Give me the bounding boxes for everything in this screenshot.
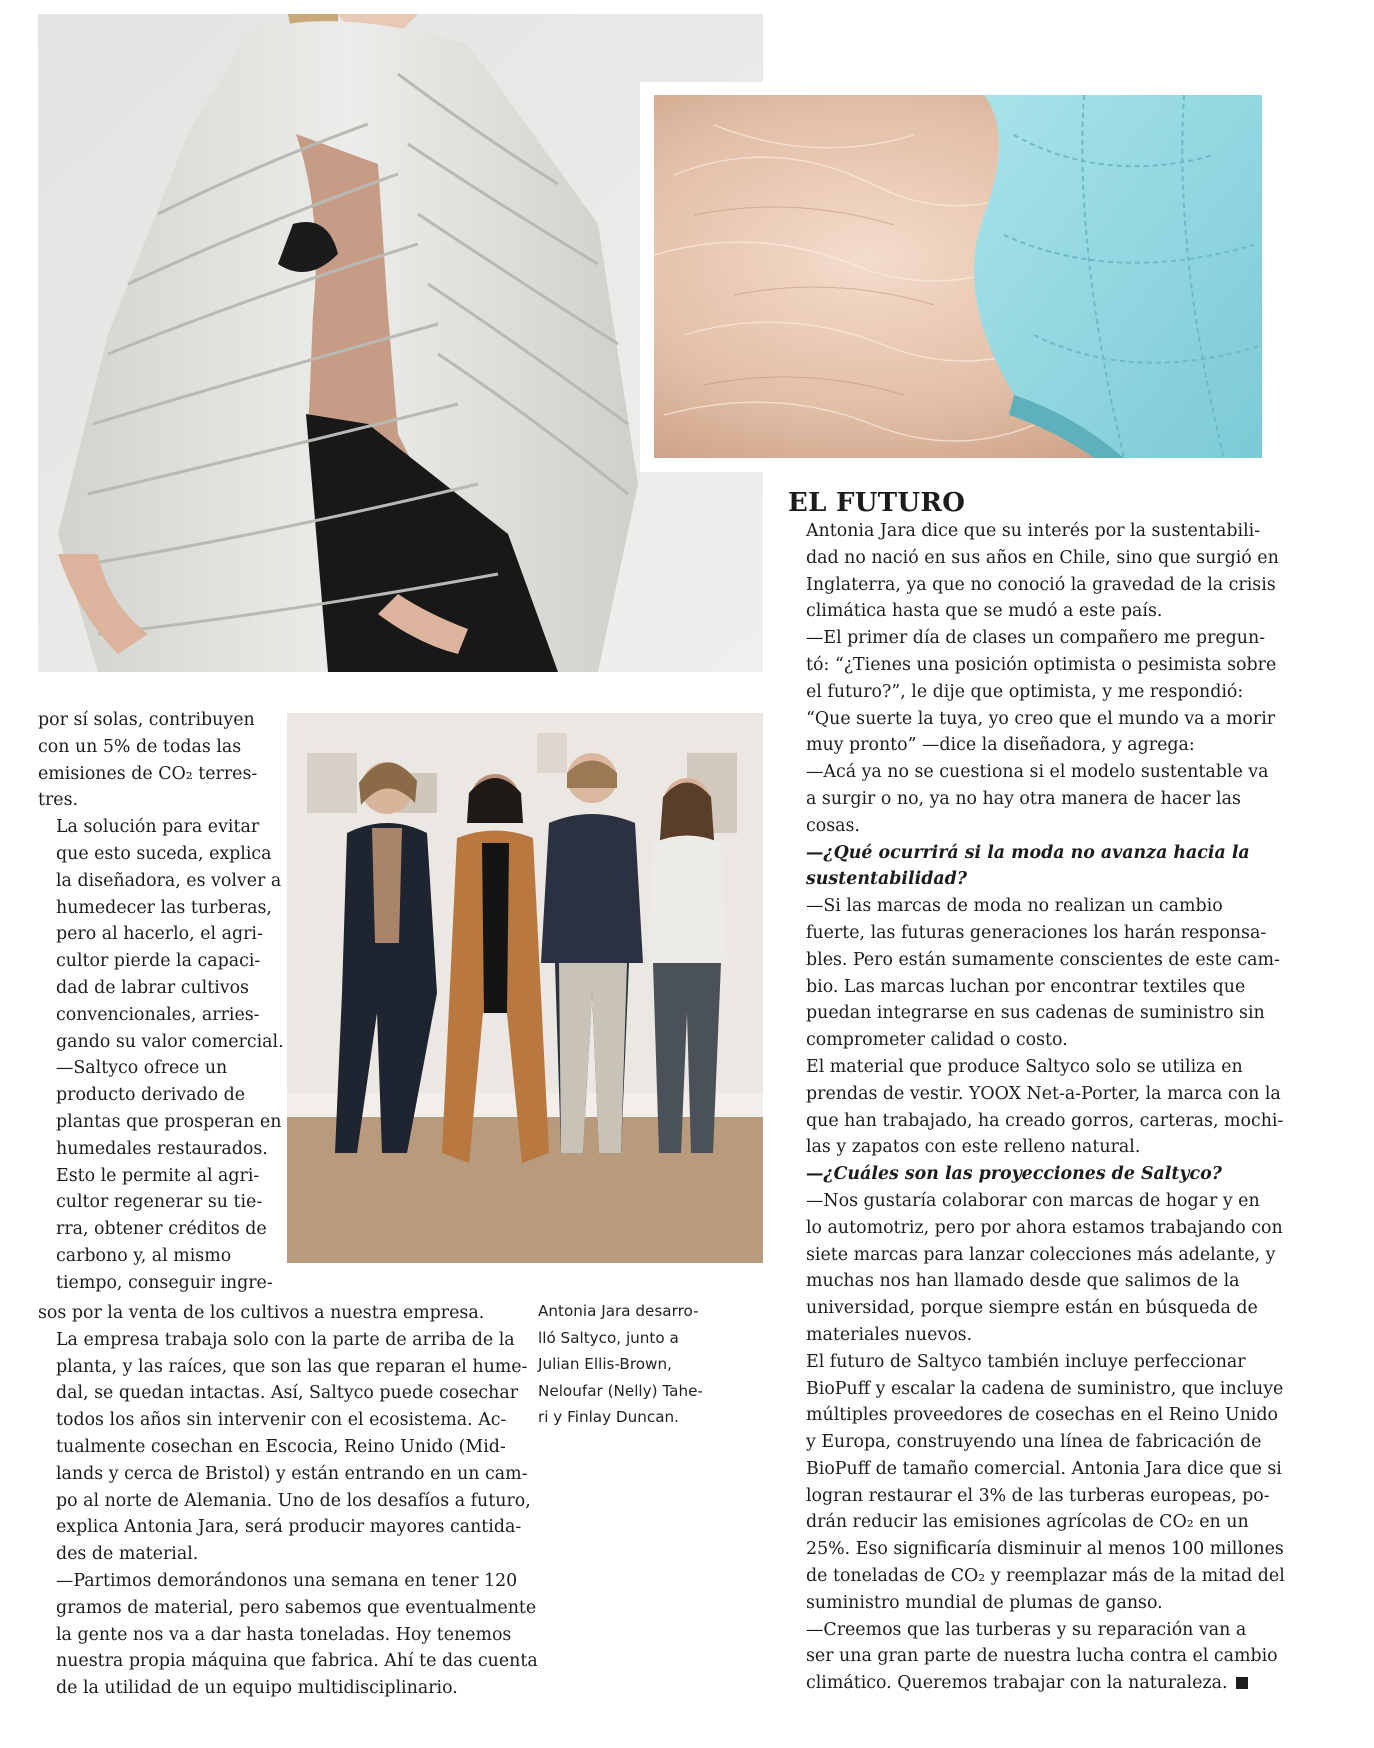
text-line: materiales nuevos. [806, 1324, 973, 1345]
text-line: fuerte, las futuras generaciones los harán responsa- [806, 922, 1267, 943]
text-line: gramos de material, pero sabemos que eventualmente [56, 1597, 537, 1618]
paragraph [38, 1327, 531, 1568]
text-line: múltiples proveedores de cosechas en el Reino Unido [806, 1405, 1278, 1426]
section-heading: EL FUTURO [788, 488, 966, 518]
text-line: emisiones de CO₂ terres- [38, 763, 258, 784]
caption-line: lló Saltyco, junto a [538, 1328, 679, 1347]
text-line: todos los años sin intervenir con el ecosistema. Ac- [56, 1410, 507, 1431]
paragraph [788, 1161, 1258, 1188]
text-line: El futuro de Saltyco también incluye perfeccionar [806, 1351, 1246, 1372]
text-line: tó: “¿Tienes una posición optimista o pesimista sobre [806, 654, 1277, 675]
paragraph [788, 1349, 1285, 1617]
paragraph [788, 1054, 1284, 1161]
text-line: dad no nació en sus años en Chile, sino que surgió en [806, 547, 1279, 568]
caption-line: Neloufar (Nelly) Tahe- [538, 1381, 703, 1400]
paragraph [788, 518, 1279, 625]
text-line: El material que produce Saltyco solo se utiliza en [806, 1056, 1243, 1077]
text-line: climático. Queremos trabajar con la naturaleza. [788, 1670, 1258, 1697]
text-line: —¿Cuáles son las proyecciones de Saltyco? [806, 1164, 1222, 1185]
text-line: bles. Pero están sumamente conscientes de este cam- [806, 949, 1280, 970]
text-line: —Partimos demorándonos una semana en tener 120 [56, 1570, 518, 1591]
text-line: La empresa trabaja solo con la parte de arriba de la [56, 1329, 515, 1350]
text-line: que esto suceda, explica [56, 843, 272, 864]
text-line: climática hasta que se mudó a este país. [806, 601, 1163, 622]
text-line: Inglaterra, ya que no conoció la gravedad de la crisis [806, 574, 1276, 595]
text-line: las y zapatos con este relleno natural. [806, 1137, 1141, 1158]
text-line: planta, y las raíces, que son las que reparan el hume- [56, 1356, 528, 1377]
text-line: lands y cerca de Bristol) y están entrando en un cam- [56, 1463, 528, 1484]
team-photo [287, 713, 763, 1263]
caption-line: Antonia Jara desarro- [538, 1302, 699, 1320]
text-line: rra, obtener créditos de [56, 1219, 267, 1240]
text-line: sustentabilidad? [806, 869, 968, 890]
caption-line: Julian Ellis-Brown, [538, 1355, 672, 1374]
text-line: BioPuff y escalar la cadena de suministro, que incluye [806, 1378, 1284, 1399]
paragraph [788, 625, 1277, 759]
text-line: de la utilidad de un equipo multidisciplinario. [56, 1678, 458, 1699]
text-line: 25%. Eso significaría disminuir al menos 100 millones [806, 1539, 1284, 1560]
text-line: humedecer las turberas, [56, 897, 272, 918]
text-line: dad de labrar cultivos [56, 977, 249, 998]
text-line: —Si las marcas de moda no realizan un cambio [806, 896, 1223, 917]
text-line: la diseñadora, es volver a [56, 870, 282, 891]
text-line: Esto le permite al agri- [56, 1165, 260, 1186]
paragraph [788, 893, 1280, 1054]
text-line: universidad, porque siempre están en búsqueda de [806, 1298, 1258, 1319]
paragraph [38, 1055, 282, 1296]
text-line: de toneladas de CO₂ y reemplazar más de la mitad del [806, 1566, 1285, 1587]
text-line: carbono y, al mismo [56, 1245, 232, 1266]
text-line: humedales restaurados. [56, 1138, 268, 1159]
text-line: por sí solas, contribuyen [38, 710, 255, 730]
paragraph [788, 759, 1269, 839]
text-line: la gente nos va a dar hasta toneladas. Hoy tenemos [56, 1624, 512, 1645]
text-line: —Saltyco ofrece un [56, 1058, 228, 1079]
text-line: y Europa, construyendo una línea de fabricación de [806, 1432, 1262, 1453]
text-line: producto derivado de [56, 1085, 246, 1106]
text-line: convencionales, arries- [56, 1004, 260, 1025]
text-line: “Que suerte la tuya, yo creo que el mundo va a morir [806, 708, 1276, 729]
text-column-left-wide [38, 1300, 538, 1702]
text-line: Antonia Jara dice que su interés por la sustentabili- [806, 521, 1261, 541]
text-column-right [788, 518, 1285, 1697]
caption-line: ri y Finlay Duncan. [538, 1408, 679, 1427]
text-line: tiempo, conseguir ingre- [56, 1272, 273, 1293]
text-line: suministro mundial de plumas de ganso. [806, 1592, 1163, 1613]
text-line: siete marcas para lanzar colecciones más adelante, y [806, 1244, 1276, 1265]
text-line: —Nos gustaría colaborar con marcas de hogar y en [806, 1190, 1260, 1211]
text-line: —¿Qué ocurrirá si la moda no avanza hacia la [806, 842, 1250, 863]
text-line: lo automotriz, pero por ahora estamos trabajando con [806, 1217, 1283, 1238]
text-line: explica Antonia Jara, será producir mayores cantida- [56, 1517, 522, 1538]
paragraph [38, 1300, 518, 1327]
paragraph [788, 1188, 1283, 1349]
end-mark-icon [1236, 1677, 1248, 1689]
text-line: plantas que prosperan en [56, 1111, 282, 1132]
paragraph [38, 814, 284, 1055]
text-line: tualmente cosechan en Escocia, Reino Unido (Mid- [56, 1436, 506, 1457]
text-line: con un 5% de todas las [38, 736, 242, 757]
text-column-left-narrow [38, 707, 284, 1297]
photo-caption [538, 1298, 748, 1431]
text-line: po al norte de Alemania. Uno de los desafíos a futuro, [56, 1490, 531, 1511]
text-line: que han trabajado, ha creado gorros, carteras, mochi- [806, 1110, 1284, 1131]
text-line: —Creemos que las turberas y su reparación van a [806, 1619, 1247, 1640]
text-line: a surgir o no, ya no hay otra manera de hacer las [806, 788, 1241, 809]
text-line: muchas nos han llamado desde que salimos de la [806, 1271, 1240, 1292]
text-line: cultor regenerar su tie- [56, 1192, 263, 1213]
paragraph [788, 840, 1258, 894]
text-line: La solución para evitar [56, 817, 260, 838]
text-line: prendas de vestir. YOOX Net-a-Porter, la marca con la [806, 1083, 1281, 1104]
paragraph [38, 1568, 538, 1702]
text-line: puedan integrarse en sus cadenas de suministro sin [806, 1003, 1265, 1024]
text-line: tres. [38, 790, 79, 811]
text-line: nuestra propia máquina que fabrica. Ahí te das cuenta [56, 1651, 538, 1672]
text-line: pero al hacerlo, el agri- [56, 924, 263, 945]
text-line: dal, se quedan intactas. Así, Saltyco puede cosechar [56, 1383, 519, 1404]
text-line: ser una gran parte de nuestra lucha contra el cambio [806, 1646, 1278, 1667]
text-line: cultor pierde la capaci- [56, 951, 261, 972]
text-line: —El primer día de clases un compañero me pregun- [806, 628, 1266, 649]
text-line: bio. Las marcas luchan por encontrar textiles que [806, 976, 1246, 997]
text-line: logran restaurar el 3% de las turberas europeas, po- [806, 1485, 1270, 1506]
text-line: —Acá ya no se cuestiona si el modelo sustentable va [806, 762, 1269, 783]
fiber-photo [654, 95, 1262, 458]
text-line: des de material. [56, 1544, 199, 1565]
text-line: BioPuff de tamaño comercial. Antonia Jara dice que si [806, 1458, 1282, 1479]
paragraph [788, 1617, 1278, 1697]
text-line: muy pronto” —dice la diseñadora, y agrega: [806, 735, 1195, 756]
text-line: gando su valor comercial. [56, 1031, 284, 1052]
text-line: drán reducir las emisiones agrícolas de CO₂ en un [806, 1512, 1249, 1533]
paragraph [38, 707, 268, 814]
text-line: el futuro?”, le dije que optimista, y me respondió: [806, 681, 1244, 702]
text-line: comprometer calidad o costo. [806, 1030, 1068, 1051]
text-line: cosas. [806, 815, 860, 836]
text-line: sos por la venta de los cultivos a nuestra empresa. [38, 1303, 485, 1323]
